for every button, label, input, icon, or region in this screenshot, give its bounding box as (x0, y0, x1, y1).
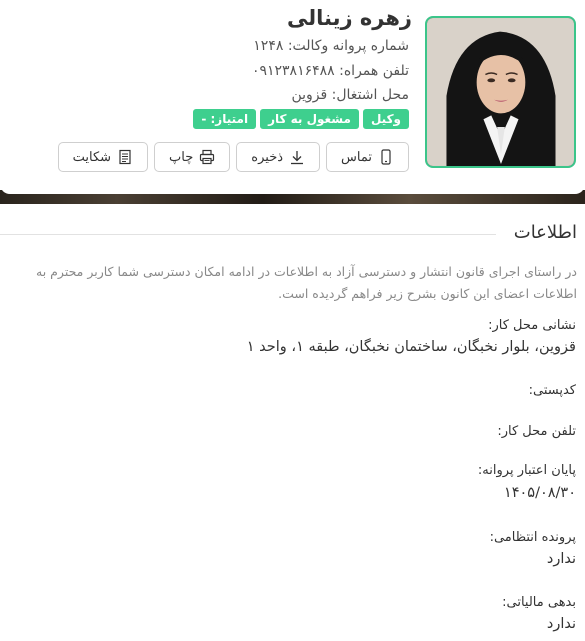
mobile-phone-icon (378, 149, 394, 165)
print-button[interactable] (154, 142, 230, 172)
download-icon (289, 149, 305, 165)
profile-photo (425, 16, 576, 168)
complaint-button-label: شکایت (72, 149, 112, 164)
document-icon (117, 149, 133, 165)
complaint-button[interactable] (58, 142, 148, 172)
field-label-postal-code: کدپستی: (528, 383, 576, 398)
save-button-label: ذخیره (251, 149, 284, 164)
license-number-line (253, 38, 409, 54)
workplace-city-line (291, 87, 409, 103)
lawyer-name: زهره زینالی (287, 6, 412, 30)
badge-rating: امتیاز: - (193, 109, 256, 129)
badge-role: وکیل (363, 109, 409, 129)
field-label-work-address: نشانی محل کار: (488, 318, 576, 333)
field-label-disciplinary-record: پرونده انتظامی: (489, 530, 576, 545)
license-label: شماره پروانه وکالت: (287, 38, 409, 54)
call-button[interactable] (326, 142, 409, 172)
print-button-label: چاپ (169, 149, 194, 164)
printer-icon (199, 149, 215, 165)
field-value-disciplinary-record: ندارد (546, 551, 576, 567)
field-label-tax-debt: بدهی مالیاتی: (502, 595, 576, 610)
badge-status: مشغول به کار (260, 109, 359, 129)
city-value: قزوین (291, 87, 328, 103)
info-intro-text: در راستای اجرای قانون انتشار و دسترسی آزاد به اطلاعات در ادامه امکان دسترسی شما کاربر محترم به اطلاعات اعضای این کانون بشرح زیر فراهم گردیده است. (36, 264, 577, 301)
field-value-tax-debt: ندارد (546, 616, 576, 632)
info-section-title: اطلاعات (513, 222, 577, 243)
field-value-license-expiry: ۱۴۰۵/۰۸/۳۰ (503, 485, 576, 501)
field-label-work-phone: تلفن محل کار: (497, 424, 576, 439)
action-buttons (58, 142, 409, 172)
mobile-line (252, 63, 409, 79)
profile-card (0, 0, 585, 194)
license-value: ۱۲۴۸ (253, 38, 284, 54)
section-divider (0, 234, 496, 235)
call-button-label: تماس (341, 149, 372, 164)
field-value-work-address: قزوین، بلوار نخبگان، ساختمان نخبگان، طبقه ۱، واحد ۱ (246, 339, 576, 355)
mobile-value: ۰۹۱۲۳۸۱۶۴۸۸ (251, 63, 335, 79)
save-button[interactable] (236, 142, 320, 172)
field-label-license-expiry: پایان اعتبار پروانه: (477, 463, 576, 478)
mobile-label: تلفن همراه: (339, 63, 409, 79)
status-badges (193, 109, 409, 129)
lawyer-portrait-image (427, 18, 574, 166)
city-label: محل اشتغال: (331, 87, 409, 103)
